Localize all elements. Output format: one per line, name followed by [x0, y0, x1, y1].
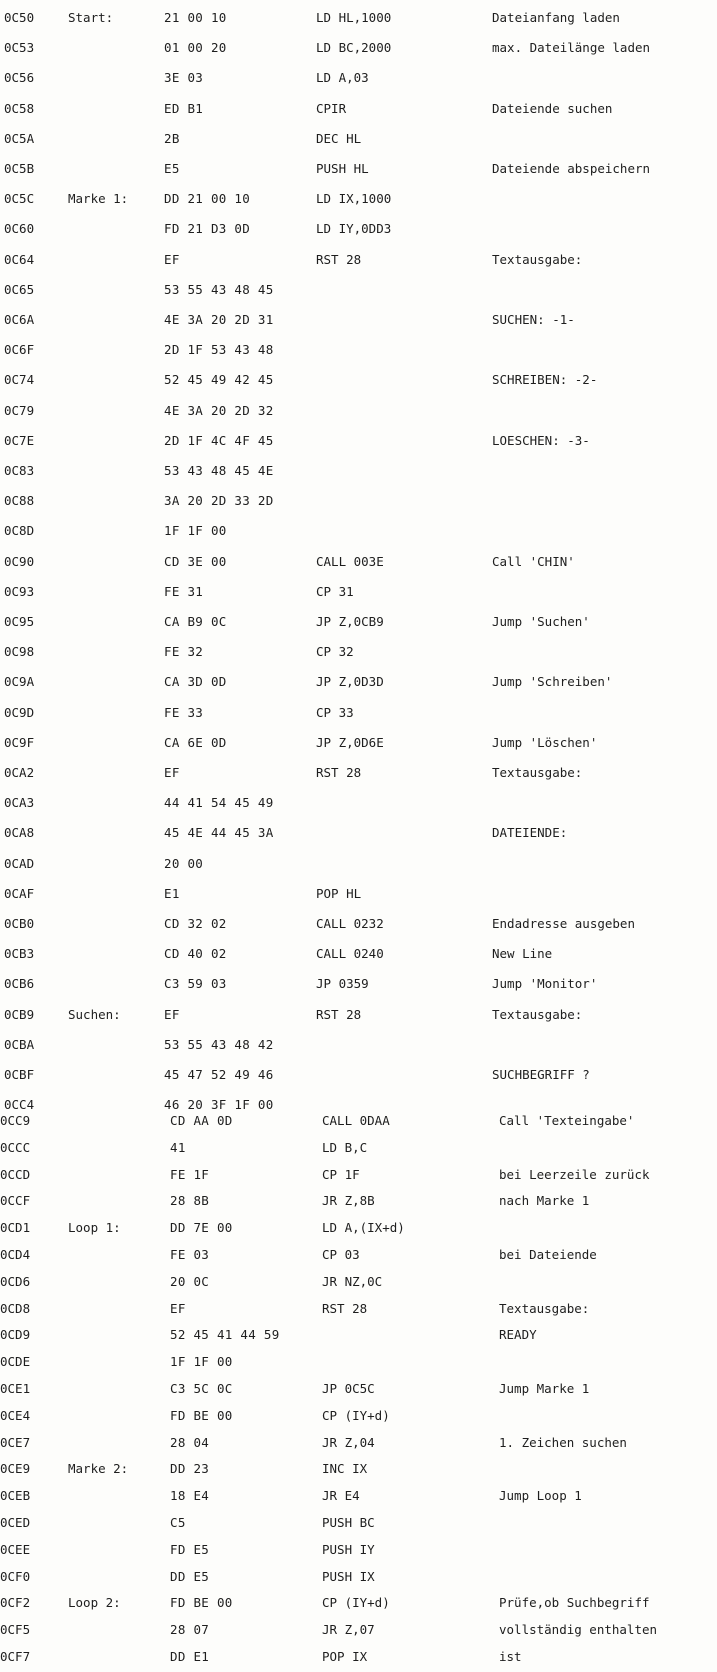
- comment: Jump 'Monitor': [492, 976, 598, 992]
- mnemonic: PUSH IY: [322, 1541, 375, 1557]
- comment: SUCHEN: -1-: [492, 312, 575, 327]
- address: 0C53: [4, 40, 35, 56]
- mnemonic: CP (IY+d): [322, 1407, 390, 1423]
- comment: Textausgabe:: [499, 1300, 590, 1316]
- mnemonic: CP 03: [322, 1247, 360, 1262]
- listing-row: [0, 426, 717, 456]
- mnemonic: LD A,(IX+d): [322, 1220, 405, 1236]
- address: 0C65: [4, 281, 35, 297]
- hex-bytes: FD BE 00: [170, 1407, 233, 1423]
- hex-bytes: ED B1: [164, 100, 204, 116]
- hex-bytes: DD 23: [170, 1461, 210, 1477]
- comment: Endadresse ausgeben: [492, 916, 635, 931]
- address: 0CE1: [0, 1381, 31, 1396]
- listing-row: [0, 396, 717, 426]
- comment: Call 'CHIN': [492, 553, 575, 569]
- address: 0CDE: [0, 1354, 31, 1370]
- comment: 1. Zeichen suchen: [499, 1434, 627, 1450]
- mnemonic: JR Z,8B: [322, 1193, 375, 1209]
- comment: Textausgabe:: [492, 251, 583, 267]
- hex-bytes: 2B: [164, 130, 180, 146]
- mnemonic: PUSH BC: [322, 1515, 375, 1530]
- listing-row: [0, 456, 717, 486]
- listing-row: [0, 1106, 717, 1136]
- label: Loop 2:: [68, 1595, 121, 1611]
- comment: DATEIENDE:: [492, 825, 568, 841]
- listing-row: [0, 1535, 717, 1565]
- listing-row: [0, 3, 717, 33]
- mnemonic: DEC HL: [316, 130, 362, 146]
- comment: New Line: [492, 946, 553, 962]
- listing-row: [0, 1160, 717, 1190]
- hex-bytes: 45 47 52 49 46: [164, 1067, 274, 1082]
- address: 0C9D: [4, 704, 35, 720]
- comment: SUCHBEGRIFF ?: [492, 1067, 590, 1082]
- address: 0CF7: [0, 1649, 31, 1664]
- listing-row: [0, 879, 717, 909]
- address: 0C64: [4, 251, 35, 267]
- label: Loop 1:: [68, 1220, 121, 1236]
- address: 0CEE: [0, 1541, 31, 1557]
- hex-bytes: 44 41 54 45 49: [164, 795, 274, 811]
- address: 0CAD: [4, 855, 35, 871]
- comment: Jump 'Suchen': [492, 614, 590, 629]
- listing-row: [0, 577, 717, 607]
- address: 0CBA: [4, 1036, 35, 1052]
- comment: max. Dateilänge laden: [492, 40, 651, 56]
- label: Start:: [68, 10, 114, 25]
- hex-bytes: 52 45 41 44 59: [170, 1327, 280, 1343]
- mnemonic: LD A,03: [316, 70, 369, 86]
- address: 0CCF: [0, 1193, 31, 1209]
- mnemonic: RST 28: [316, 765, 362, 780]
- mnemonic: CP 33: [316, 704, 354, 720]
- hex-bytes: CD 40 02: [164, 946, 227, 962]
- listing-row: [0, 728, 717, 758]
- hex-bytes: 3E 03: [164, 70, 204, 86]
- hex-bytes: 1F 1F 00: [170, 1354, 233, 1370]
- listing-row: [0, 1588, 717, 1618]
- mnemonic: JP Z,0CB9: [316, 614, 384, 629]
- mnemonic: JR Z,04: [322, 1434, 375, 1450]
- hex-bytes: CD 32 02: [164, 916, 227, 931]
- comment: Call 'Texteingabe': [499, 1113, 635, 1128]
- hex-bytes: FE 03: [170, 1247, 210, 1262]
- mnemonic: RST 28: [316, 251, 362, 267]
- listing-row: [0, 788, 717, 818]
- hex-bytes: 21 00 10: [164, 10, 227, 25]
- mnemonic: PUSH IX: [322, 1568, 375, 1584]
- comment: Dateiende abspeichern: [492, 161, 651, 176]
- hex-bytes: 1F 1F 00: [164, 523, 227, 539]
- hex-bytes: FE 31: [164, 583, 204, 599]
- listing-row: [0, 698, 717, 728]
- address: 0C58: [4, 100, 35, 116]
- comment: Jump Marke 1: [499, 1381, 590, 1396]
- hex-bytes: CA 6E 0D: [164, 734, 227, 750]
- address: 0C5B: [4, 161, 35, 176]
- listing-row: [0, 1133, 717, 1163]
- listing-row: [0, 184, 717, 214]
- address: 0CA3: [4, 795, 35, 811]
- mnemonic: RST 28: [322, 1300, 368, 1316]
- comment: nach Marke 1: [499, 1193, 590, 1209]
- hex-bytes: 4E 3A 20 2D 31: [164, 312, 274, 327]
- hex-bytes: DD 21 00 10: [164, 191, 251, 207]
- listing-row: [0, 1320, 717, 1350]
- listing-row: [0, 1615, 717, 1645]
- address: 0CD4: [0, 1247, 31, 1262]
- listing-row: [0, 1186, 717, 1216]
- hex-bytes: E1: [164, 885, 180, 901]
- comment: SCHREIBEN: -2-: [492, 372, 598, 388]
- address: 0C50: [4, 10, 35, 25]
- mnemonic: LD IX,1000: [316, 191, 392, 207]
- hex-bytes: 28 8B: [170, 1193, 210, 1209]
- address: 0CBF: [4, 1067, 35, 1082]
- hex-bytes: 2D 1F 4C 4F 45: [164, 432, 274, 448]
- hex-bytes: 2D 1F 53 43 48: [164, 342, 274, 358]
- hex-bytes: 53 55 43 48 42: [164, 1036, 274, 1052]
- listing-row: [0, 94, 717, 124]
- mnemonic: JP 0C5C: [322, 1381, 375, 1396]
- address: 0C83: [4, 463, 35, 478]
- listing-row: [0, 637, 717, 667]
- mnemonic: INC IX: [322, 1461, 368, 1477]
- listing-row: [0, 245, 717, 275]
- label: Marke 2:: [68, 1461, 129, 1477]
- mnemonic: PUSH HL: [316, 161, 369, 176]
- comment: Textausgabe:: [492, 1006, 583, 1022]
- listing-row: [0, 818, 717, 848]
- address: 0C6A: [4, 312, 35, 327]
- hex-bytes: EF: [164, 765, 180, 780]
- mnemonic: CALL 003E: [316, 553, 384, 569]
- comment: Textausgabe:: [492, 765, 583, 780]
- hex-bytes: FE 32: [164, 644, 204, 660]
- address: 0C90: [4, 553, 35, 569]
- mnemonic: CP 1F: [322, 1166, 360, 1182]
- listing-row: [0, 1562, 717, 1592]
- address: 0CC4: [4, 1097, 35, 1113]
- comment: bei Leerzeile zurück: [499, 1166, 650, 1182]
- hex-bytes: 53 43 48 45 4E: [164, 463, 274, 478]
- address: 0C5C: [4, 191, 35, 207]
- address: 0C93: [4, 583, 35, 599]
- hex-bytes: 3A 20 2D 33 2D: [164, 493, 274, 509]
- listing-row: [0, 124, 717, 154]
- listing-row: [0, 1428, 717, 1458]
- address: 0CCD: [0, 1166, 31, 1182]
- hex-bytes: 41: [170, 1139, 186, 1155]
- mnemonic: JR Z,07: [322, 1622, 375, 1638]
- hex-bytes: FD BE 00: [170, 1595, 233, 1611]
- address: 0CCC: [0, 1139, 31, 1155]
- listing-row: [0, 667, 717, 697]
- hex-bytes: EF: [164, 251, 180, 267]
- listing-row: [0, 1000, 717, 1030]
- comment: Dateianfang laden: [492, 10, 620, 25]
- listing-row: [0, 939, 717, 969]
- hex-bytes: C3 5C 0C: [170, 1381, 233, 1396]
- listing-row: [0, 1030, 717, 1060]
- address: 0CF0: [0, 1568, 31, 1584]
- address: 0CD1: [0, 1220, 31, 1236]
- address: 0C60: [4, 221, 35, 237]
- hex-bytes: E5: [164, 161, 180, 176]
- listing-row: [0, 214, 717, 244]
- comment: vollständig enthalten: [499, 1622, 658, 1638]
- hex-bytes: FE 1F: [170, 1166, 210, 1182]
- listing-row: [0, 909, 717, 939]
- listing-row: [0, 1642, 717, 1672]
- listing-row: [0, 1481, 717, 1511]
- listing-row: [0, 516, 717, 546]
- address: 0CE4: [0, 1407, 31, 1423]
- mnemonic: CALL 0240: [316, 946, 384, 962]
- address: 0C7E: [4, 432, 35, 448]
- label: Suchen:: [68, 1006, 121, 1022]
- hex-bytes: C3 59 03: [164, 976, 227, 992]
- listing-row: [0, 154, 717, 184]
- address: 0CEB: [0, 1488, 31, 1504]
- comment: Dateiende suchen: [492, 100, 613, 116]
- mnemonic: CPIR: [316, 100, 347, 116]
- hex-bytes: 20 0C: [170, 1273, 210, 1289]
- hex-bytes: 53 55 43 48 45: [164, 281, 274, 297]
- comment: bei Dateiende: [499, 1247, 597, 1262]
- hex-bytes: DD E1: [170, 1649, 210, 1664]
- address: 0C79: [4, 402, 35, 418]
- comment: Jump 'Schreiben': [492, 674, 613, 690]
- mnemonic: CP 31: [316, 583, 354, 599]
- listing-row: [0, 969, 717, 999]
- hex-bytes: 46 20 3F 1F 00: [164, 1097, 274, 1113]
- mnemonic: JP Z,0D6E: [316, 734, 384, 750]
- mnemonic: CALL 0DAA: [322, 1113, 390, 1128]
- hex-bytes: FE 33: [164, 704, 204, 720]
- listing-row: [0, 33, 717, 63]
- hex-bytes: 01 00 20: [164, 40, 227, 56]
- address: 0CE7: [0, 1434, 31, 1450]
- mnemonic: JP Z,0D3D: [316, 674, 384, 690]
- mnemonic: JP 0359: [316, 976, 369, 992]
- comment: Prüfe,ob Suchbegriff: [499, 1595, 650, 1611]
- address: 0CE9: [0, 1461, 31, 1477]
- listing-row: [0, 63, 717, 93]
- address: 0CB3: [4, 946, 35, 962]
- listing-row: [0, 1454, 717, 1484]
- address: 0CD9: [0, 1327, 31, 1343]
- listing-row: [0, 365, 717, 395]
- listing-row: [0, 305, 717, 335]
- address: 0CC9: [0, 1113, 31, 1128]
- address: 0CF2: [0, 1595, 31, 1611]
- hex-bytes: 28 07: [170, 1622, 210, 1638]
- listing-row: [0, 1213, 717, 1243]
- hex-bytes: CA 3D 0D: [164, 674, 227, 690]
- address: 0C9A: [4, 674, 35, 690]
- hex-bytes: 4E 3A 20 2D 32: [164, 402, 274, 418]
- listing-row: [0, 1374, 717, 1404]
- label: Marke 1:: [68, 191, 129, 207]
- address: 0C5A: [4, 130, 35, 146]
- hex-bytes: CD AA 0D: [170, 1113, 233, 1128]
- listing-row: [0, 1267, 717, 1297]
- hex-bytes: 20 00: [164, 855, 204, 871]
- comment: Jump 'Löschen': [492, 734, 598, 750]
- listing-row: [0, 607, 717, 637]
- mnemonic: LD B,C: [322, 1139, 368, 1155]
- hex-bytes: 45 4E 44 45 3A: [164, 825, 274, 841]
- hex-bytes: EF: [170, 1300, 186, 1316]
- address: 0CB0: [4, 916, 35, 931]
- listing-row: [0, 486, 717, 516]
- listing-row: [0, 1401, 717, 1431]
- mnemonic: LD HL,1000: [316, 10, 392, 25]
- address: 0C56: [4, 70, 35, 86]
- hex-bytes: 28 04: [170, 1434, 210, 1450]
- address: 0C8D: [4, 523, 35, 539]
- comment: LOESCHEN: -3-: [492, 432, 590, 448]
- listing-row: [0, 849, 717, 879]
- address: 0C95: [4, 614, 35, 629]
- address: 0CB6: [4, 976, 35, 992]
- hex-bytes: FD 21 D3 0D: [164, 221, 251, 237]
- hex-bytes: CD 3E 00: [164, 553, 227, 569]
- address: 0CD6: [0, 1273, 31, 1289]
- mnemonic: CP (IY+d): [322, 1595, 390, 1611]
- listing-row: [0, 1240, 717, 1270]
- address: 0CB9: [4, 1006, 35, 1022]
- mnemonic: JR NZ,0C: [322, 1273, 383, 1289]
- address: 0C88: [4, 493, 35, 509]
- mnemonic: CALL 0232: [316, 916, 384, 931]
- comment: READY: [499, 1327, 537, 1343]
- comment: ist: [499, 1649, 522, 1664]
- address: 0CD8: [0, 1300, 31, 1316]
- mnemonic: CP 32: [316, 644, 354, 660]
- hex-bytes: DD 7E 00: [170, 1220, 233, 1236]
- hex-bytes: 52 45 49 42 45: [164, 372, 274, 388]
- hex-bytes: C5: [170, 1515, 186, 1530]
- address: 0C98: [4, 644, 35, 660]
- listing-row: [0, 1060, 717, 1090]
- listing-row: [0, 275, 717, 305]
- address: 0C74: [4, 372, 35, 388]
- hex-bytes: CA B9 0C: [164, 614, 227, 629]
- address: 0CA2: [4, 765, 35, 780]
- mnemonic: LD IY,0DD3: [316, 221, 392, 237]
- mnemonic: POP IX: [322, 1649, 368, 1664]
- hex-bytes: EF: [164, 1006, 180, 1022]
- listing-row: [0, 1294, 717, 1324]
- address: 0CED: [0, 1515, 31, 1530]
- mnemonic: POP HL: [316, 885, 362, 901]
- hex-bytes: DD E5: [170, 1568, 210, 1584]
- listing-row: [0, 1347, 717, 1377]
- listing-row: [0, 335, 717, 365]
- hex-bytes: 18 E4: [170, 1488, 210, 1504]
- mnemonic: JR E4: [322, 1488, 360, 1504]
- address: 0CAF: [4, 885, 35, 901]
- address: 0CA8: [4, 825, 35, 841]
- mnemonic: RST 28: [316, 1006, 362, 1022]
- mnemonic: LD BC,2000: [316, 40, 392, 56]
- listing-row: [0, 1508, 717, 1538]
- hex-bytes: FD E5: [170, 1541, 210, 1557]
- address: 0C6F: [4, 342, 35, 358]
- address: 0CF5: [0, 1622, 31, 1638]
- address: 0C9F: [4, 734, 35, 750]
- listing-row: [0, 547, 717, 577]
- listing-row: [0, 758, 717, 788]
- comment: Jump Loop 1: [499, 1488, 582, 1504]
